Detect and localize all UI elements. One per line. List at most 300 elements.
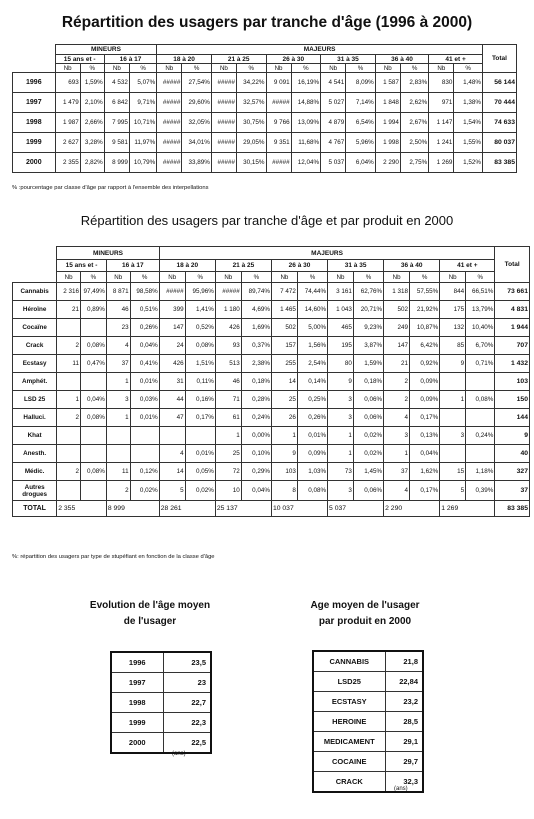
nb-cell: 11 bbox=[57, 355, 81, 373]
nb-cell: 61 bbox=[215, 409, 241, 427]
pct-cell: 30,75% bbox=[237, 113, 267, 133]
pct-cell: 9,71% bbox=[129, 93, 156, 113]
table1-note: % :pourcentage par classe d'âge par rapport à l'ensemble des interpellations bbox=[12, 185, 209, 191]
table-row bbox=[111, 693, 211, 713]
pct-cell: 0,02% bbox=[130, 481, 159, 501]
pct-cell: 0,17% bbox=[185, 409, 215, 427]
nb-cell: 1 241 bbox=[429, 133, 454, 153]
pct-cell: 0,26% bbox=[297, 409, 327, 427]
pct-cell: 21,92% bbox=[410, 301, 440, 319]
nb-cell bbox=[57, 427, 81, 445]
nb-cell: 2 bbox=[384, 391, 410, 409]
pct-header: % bbox=[130, 272, 159, 283]
total-row-value: 8 999 bbox=[106, 501, 159, 517]
table-row bbox=[13, 301, 530, 319]
total-row-value: 28 261 bbox=[159, 501, 215, 517]
label-cell: 1998 bbox=[111, 693, 163, 713]
product-cell: Héroïne bbox=[13, 301, 57, 319]
table-row bbox=[13, 409, 530, 427]
nb-cell: 103 bbox=[271, 463, 297, 481]
pct-header: % bbox=[466, 272, 495, 283]
nb-cell: 2 bbox=[384, 373, 410, 391]
nb-cell: 1 bbox=[57, 391, 81, 409]
pct-cell: 0,02% bbox=[353, 427, 383, 445]
value-cell: 22,3 bbox=[163, 713, 211, 733]
pct-cell: 29,05% bbox=[237, 133, 267, 153]
pct-cell: 0,04% bbox=[410, 445, 440, 463]
pct-header: % bbox=[353, 272, 383, 283]
nb-cell: 72 bbox=[215, 463, 241, 481]
nb-cell: 5 bbox=[440, 481, 466, 501]
nb-cell: 10 bbox=[215, 481, 241, 501]
nb-header: Nb bbox=[271, 272, 297, 283]
nb-cell: 9 351 bbox=[266, 133, 291, 153]
total-cell: 70 444 bbox=[482, 93, 516, 113]
pct-cell: 0,08% bbox=[80, 463, 106, 481]
pct-cell: 1,41% bbox=[185, 301, 215, 319]
pct-cell: 62,76% bbox=[353, 283, 383, 301]
product-cell: Cocaïne bbox=[13, 319, 57, 337]
nb-cell: ##### bbox=[266, 153, 291, 173]
nb-cell: 175 bbox=[440, 301, 466, 319]
pct-cell: 0,02% bbox=[353, 445, 383, 463]
value-cell: 32,3 bbox=[385, 772, 423, 793]
pct-cell: 97,49% bbox=[80, 283, 106, 301]
nb-cell: 9 bbox=[328, 373, 354, 391]
pct-cell: 1,62% bbox=[410, 463, 440, 481]
nb-cell: 37 bbox=[106, 355, 130, 373]
pct-cell: 0,04% bbox=[241, 481, 271, 501]
label-cell: 1997 bbox=[111, 673, 163, 693]
pct-cell: 0,41% bbox=[130, 355, 159, 373]
pct-cell: 0,14% bbox=[297, 373, 327, 391]
nb-cell: 9 581 bbox=[104, 133, 129, 153]
table-row bbox=[13, 391, 530, 409]
pct-cell: 5,96% bbox=[346, 133, 376, 153]
nb-cell: 1 318 bbox=[384, 283, 410, 301]
total-header: Total bbox=[482, 45, 516, 73]
nb-cell bbox=[159, 427, 185, 445]
nb-cell: 11 bbox=[106, 463, 130, 481]
pct-cell: 0,24% bbox=[466, 427, 495, 445]
label-cell: MEDICAMENT bbox=[313, 732, 385, 752]
nb-cell: 1 180 bbox=[215, 301, 241, 319]
pct-cell: 5,00% bbox=[297, 319, 327, 337]
nb-cell: 1 bbox=[106, 409, 130, 427]
age-group-header: 36 à 40 bbox=[384, 260, 440, 272]
total-row-value: 25 137 bbox=[215, 501, 271, 517]
pct-cell: 0,06% bbox=[353, 481, 383, 501]
pct-cell: 34,01% bbox=[182, 133, 212, 153]
nb-cell: 93 bbox=[215, 337, 241, 355]
pct-cell: 2,66% bbox=[80, 113, 104, 133]
age-group-header: 31 à 35 bbox=[328, 260, 384, 272]
nb-cell: 2 355 bbox=[55, 153, 80, 173]
age-group-header: 31 à 35 bbox=[321, 55, 376, 64]
nb-cell bbox=[440, 445, 466, 463]
table-row bbox=[13, 283, 530, 301]
product-cell: Autres drogues bbox=[13, 481, 57, 501]
pct-header: % bbox=[237, 64, 267, 73]
nb-cell: 3 bbox=[328, 409, 354, 427]
corner-cell bbox=[13, 64, 56, 73]
pct-cell: 6,70% bbox=[466, 337, 495, 355]
pct-cell: 14,88% bbox=[291, 93, 321, 113]
pct-cell: 3,28% bbox=[80, 133, 104, 153]
nb-header: Nb bbox=[429, 64, 454, 73]
table-row bbox=[111, 652, 211, 673]
total-cell: 74 633 bbox=[482, 113, 516, 133]
total-cell: 144 bbox=[495, 409, 530, 427]
nb-cell: 8 999 bbox=[104, 153, 129, 173]
pct-cell: 0,08% bbox=[80, 409, 106, 427]
pct-cell: 0,10% bbox=[241, 445, 271, 463]
pct-header: % bbox=[346, 64, 376, 73]
nb-cell: 1 bbox=[106, 373, 130, 391]
table-row bbox=[13, 337, 530, 355]
pct-cell bbox=[466, 445, 495, 463]
total-row-value: 1 269 bbox=[440, 501, 495, 517]
nb-cell: ##### bbox=[211, 153, 236, 173]
nb-cell: 80 bbox=[328, 355, 354, 373]
pct-cell: 30,15% bbox=[237, 153, 267, 173]
nb-header: Nb bbox=[440, 272, 466, 283]
product-cell: Anesth. bbox=[13, 445, 57, 463]
age-group-header: 18 à 20 bbox=[157, 55, 212, 64]
pct-cell: 13,79% bbox=[466, 301, 495, 319]
value-cell: 22,7 bbox=[163, 693, 211, 713]
pct-cell: 0,71% bbox=[466, 355, 495, 373]
pct-cell: 1,69% bbox=[241, 319, 271, 337]
avg-age-product-unit: (ans) bbox=[394, 786, 408, 792]
nb-header: Nb bbox=[106, 272, 130, 283]
pct-header: % bbox=[182, 64, 212, 73]
year-cell: 1996 bbox=[13, 73, 56, 93]
pct-cell: 2,54% bbox=[297, 355, 327, 373]
nb-header: Nb bbox=[384, 272, 410, 283]
group-majors-header: MAJEURS bbox=[157, 45, 483, 55]
value-cell: 28,5 bbox=[385, 712, 423, 732]
pct-cell: 6,54% bbox=[346, 113, 376, 133]
pct-cell: 8,09% bbox=[346, 73, 376, 93]
total-cell: 56 144 bbox=[482, 73, 516, 93]
year-cell: 2000 bbox=[13, 153, 56, 173]
pct-cell: 0,17% bbox=[410, 481, 440, 501]
pct-cell: 1,55% bbox=[454, 133, 483, 153]
nb-cell: 1 bbox=[328, 427, 354, 445]
pct-cell: 20,71% bbox=[353, 301, 383, 319]
nb-cell: 1 bbox=[271, 427, 297, 445]
nb-cell: 147 bbox=[384, 337, 410, 355]
avg-age-unit: (ans) bbox=[172, 751, 186, 757]
pct-cell: 0,13% bbox=[410, 427, 440, 445]
total-header: Total bbox=[495, 247, 530, 283]
pct-cell: 2,75% bbox=[400, 153, 428, 173]
nb-header: Nb bbox=[328, 272, 354, 283]
nb-cell: 37 bbox=[384, 463, 410, 481]
pct-cell: 1,52% bbox=[454, 153, 483, 173]
pct-cell: 6,04% bbox=[346, 153, 376, 173]
nb-cell: 1 987 bbox=[55, 113, 80, 133]
nb-header: Nb bbox=[57, 272, 81, 283]
nb-cell: 26 bbox=[271, 409, 297, 427]
table-row bbox=[313, 712, 423, 732]
nb-cell: 147 bbox=[159, 319, 185, 337]
nb-cell: ##### bbox=[211, 133, 236, 153]
nb-cell: 4 532 bbox=[104, 73, 129, 93]
nb-header: Nb bbox=[104, 64, 129, 73]
table-row bbox=[313, 672, 423, 692]
pct-cell: 34,22% bbox=[237, 73, 267, 93]
corner-cell bbox=[13, 55, 56, 64]
pct-cell: 0,17% bbox=[410, 409, 440, 427]
nb-cell: 71 bbox=[215, 391, 241, 409]
nb-cell: 2 bbox=[57, 337, 81, 355]
nb-cell: 2 bbox=[57, 463, 81, 481]
nb-cell: 44 bbox=[159, 391, 185, 409]
nb-cell: ##### bbox=[157, 93, 182, 113]
total-cell: 103 bbox=[495, 373, 530, 391]
corner-cell bbox=[13, 45, 56, 55]
nb-cell: 465 bbox=[328, 319, 354, 337]
nb-cell: 426 bbox=[215, 319, 241, 337]
avg-age-product-table bbox=[312, 650, 424, 793]
pct-cell: 0,26% bbox=[130, 319, 159, 337]
pct-cell: 10,87% bbox=[410, 319, 440, 337]
nb-cell: 15 bbox=[440, 463, 466, 481]
pct-cell: 89,74% bbox=[241, 283, 271, 301]
nb-header: Nb bbox=[266, 64, 291, 73]
table-row bbox=[13, 73, 517, 93]
pct-cell: 0,04% bbox=[80, 391, 106, 409]
product-cell: Halluci. bbox=[13, 409, 57, 427]
nb-header: Nb bbox=[55, 64, 80, 73]
pct-cell: 0,08% bbox=[80, 337, 106, 355]
table-total-row bbox=[13, 501, 530, 517]
nb-cell: ##### bbox=[157, 153, 182, 173]
pct-cell: 0,01% bbox=[130, 409, 159, 427]
label-cell: CRACK bbox=[313, 772, 385, 793]
pct-header: % bbox=[80, 272, 106, 283]
pct-header: % bbox=[80, 64, 104, 73]
nb-cell: ##### bbox=[211, 113, 236, 133]
label-cell: 1996 bbox=[111, 652, 163, 673]
table-row bbox=[13, 445, 530, 463]
nb-cell: 255 bbox=[271, 355, 297, 373]
pct-cell: 1,18% bbox=[466, 463, 495, 481]
nb-cell bbox=[440, 409, 466, 427]
nb-cell bbox=[106, 445, 130, 463]
age-group-header: 15 ans et - bbox=[55, 55, 104, 64]
pct-cell bbox=[185, 427, 215, 445]
pct-cell: 12,04% bbox=[291, 153, 321, 173]
pct-header: % bbox=[410, 272, 440, 283]
nb-cell: 2 bbox=[106, 481, 130, 501]
nb-cell: 4 879 bbox=[321, 113, 346, 133]
nb-cell: ##### bbox=[157, 73, 182, 93]
pct-cell: 2,38% bbox=[241, 355, 271, 373]
pct-cell: 1,38% bbox=[454, 93, 483, 113]
nb-cell: 399 bbox=[159, 301, 185, 319]
nb-cell: 502 bbox=[271, 319, 297, 337]
nb-cell bbox=[106, 427, 130, 445]
nb-cell: 4 bbox=[159, 445, 185, 463]
pct-cell: 98,58% bbox=[130, 283, 159, 301]
product-cell: Cannabis bbox=[13, 283, 57, 301]
value-cell: 22,5 bbox=[163, 733, 211, 754]
nb-cell: ##### bbox=[159, 283, 185, 301]
age-group-header: 16 à 17 bbox=[104, 55, 156, 64]
pct-cell: 2,67% bbox=[400, 113, 428, 133]
group-minors-header: MINEURS bbox=[57, 247, 160, 260]
pct-cell: 4,69% bbox=[241, 301, 271, 319]
pct-cell: 0,92% bbox=[410, 355, 440, 373]
product-cell: Médic. bbox=[13, 463, 57, 481]
pct-cell: 0,47% bbox=[80, 355, 106, 373]
pct-header: % bbox=[241, 272, 271, 283]
age-distribution-table bbox=[12, 44, 517, 173]
pct-cell: 1,48% bbox=[454, 73, 483, 93]
pct-cell: 0,18% bbox=[241, 373, 271, 391]
nb-cell: ##### bbox=[266, 93, 291, 113]
table-row bbox=[13, 427, 530, 445]
pct-cell: 0,08% bbox=[466, 391, 495, 409]
corner-cell bbox=[13, 260, 57, 272]
nb-cell: 2 bbox=[57, 409, 81, 427]
nb-cell: 5 bbox=[159, 481, 185, 501]
nb-cell: ##### bbox=[215, 283, 241, 301]
nb-cell: 2 316 bbox=[57, 283, 81, 301]
product-cell: Khat bbox=[13, 427, 57, 445]
nb-cell: 8 871 bbox=[106, 283, 130, 301]
total-cell: 707 bbox=[495, 337, 530, 355]
table-row bbox=[13, 93, 517, 113]
total-row-value: 5 037 bbox=[328, 501, 384, 517]
table-row bbox=[13, 153, 517, 173]
nb-cell: 3 bbox=[328, 481, 354, 501]
avg-age-title-line2: de l'usager bbox=[123, 616, 177, 627]
pct-cell: 10,79% bbox=[129, 153, 156, 173]
product-cell: Ecstasy bbox=[13, 355, 57, 373]
pct-cell: 0,37% bbox=[241, 337, 271, 355]
value-cell: 23 bbox=[163, 673, 211, 693]
nb-cell: 7 995 bbox=[104, 113, 129, 133]
nb-cell: 157 bbox=[271, 337, 297, 355]
nb-header: Nb bbox=[321, 64, 346, 73]
pct-cell bbox=[80, 373, 106, 391]
table2-note: %: répartition des usagers par type de stupéfiant en fonction de la classe d'âge bbox=[12, 554, 215, 560]
pct-cell: 33,89% bbox=[182, 153, 212, 173]
total-cell: 40 bbox=[495, 445, 530, 463]
nb-cell: 1 587 bbox=[375, 73, 400, 93]
pct-cell: 0,06% bbox=[353, 391, 383, 409]
pct-cell: 11,68% bbox=[291, 133, 321, 153]
pct-cell: 0,01% bbox=[185, 445, 215, 463]
pct-cell bbox=[466, 373, 495, 391]
pct-cell: 2,10% bbox=[80, 93, 104, 113]
pct-cell bbox=[80, 481, 106, 501]
pct-cell: 10,71% bbox=[129, 113, 156, 133]
nb-cell: 23 bbox=[106, 319, 130, 337]
table-row bbox=[313, 752, 423, 772]
pct-cell: 0,09% bbox=[410, 391, 440, 409]
total-cell: 150 bbox=[495, 391, 530, 409]
pct-header: % bbox=[454, 64, 483, 73]
pct-cell: 2,62% bbox=[400, 93, 428, 113]
table-row bbox=[313, 732, 423, 752]
label-cell: LSD25 bbox=[313, 672, 385, 692]
total-row-label: TOTAL bbox=[13, 501, 57, 517]
table-row bbox=[111, 713, 211, 733]
age-group-header: 36 à 40 bbox=[375, 55, 429, 64]
nb-cell: 21 bbox=[57, 301, 81, 319]
pct-cell: 0,08% bbox=[185, 337, 215, 355]
table-row bbox=[13, 463, 530, 481]
nb-cell: 2 290 bbox=[375, 153, 400, 173]
nb-cell: 4 bbox=[106, 337, 130, 355]
total-row-value: 2 355 bbox=[57, 501, 107, 517]
value-cell: 21,8 bbox=[385, 651, 423, 672]
nb-cell: 830 bbox=[429, 73, 454, 93]
nb-cell: 24 bbox=[159, 337, 185, 355]
pct-cell: 1,51% bbox=[185, 355, 215, 373]
nb-header: Nb bbox=[157, 64, 182, 73]
pct-cell: 0,39% bbox=[466, 481, 495, 501]
value-cell: 29,7 bbox=[385, 752, 423, 772]
age-group-header: 15 ans et - bbox=[57, 260, 107, 272]
pct-cell: 7,14% bbox=[346, 93, 376, 113]
nb-cell: 47 bbox=[159, 409, 185, 427]
product-cell: Amphét. bbox=[13, 373, 57, 391]
nb-cell: 4 bbox=[384, 481, 410, 501]
nb-cell: 1 479 bbox=[55, 93, 80, 113]
pct-cell: 27,54% bbox=[182, 73, 212, 93]
total-cell: 327 bbox=[495, 463, 530, 481]
year-cell: 1998 bbox=[13, 113, 56, 133]
total-cell: 83 385 bbox=[482, 153, 516, 173]
pct-cell: 0,11% bbox=[185, 373, 215, 391]
label-cell: CANNABIS bbox=[313, 651, 385, 672]
pct-cell bbox=[80, 427, 106, 445]
pct-cell: 0,16% bbox=[185, 391, 215, 409]
value-cell: 23,5 bbox=[163, 652, 211, 673]
nb-cell: 1 bbox=[328, 445, 354, 463]
table-row bbox=[111, 733, 211, 754]
nb-cell: 3 bbox=[106, 391, 130, 409]
pct-cell: 0,02% bbox=[185, 481, 215, 501]
pct-cell bbox=[130, 427, 159, 445]
avg-age-product-title-line2: par produit en 2000 bbox=[318, 616, 412, 627]
nb-cell: 1 bbox=[384, 445, 410, 463]
nb-cell: 1 147 bbox=[429, 113, 454, 133]
label-cell: ECSTASY bbox=[313, 692, 385, 712]
pct-cell: 0,24% bbox=[241, 409, 271, 427]
pct-cell: 0,01% bbox=[297, 427, 327, 445]
nb-cell: 1 998 bbox=[375, 133, 400, 153]
nb-cell bbox=[440, 373, 466, 391]
nb-cell: 14 bbox=[271, 373, 297, 391]
pct-cell: 1,59% bbox=[80, 73, 104, 93]
total-cell: 37 bbox=[495, 481, 530, 501]
nb-cell: 3 bbox=[328, 391, 354, 409]
nb-cell: 2 627 bbox=[55, 133, 80, 153]
nb-cell: 1 bbox=[440, 391, 466, 409]
total-cell: 9 bbox=[495, 427, 530, 445]
label-cell: HEROINE bbox=[313, 712, 385, 732]
product-distribution-table bbox=[12, 246, 530, 517]
nb-cell: 971 bbox=[429, 93, 454, 113]
label-cell: 2000 bbox=[111, 733, 163, 754]
